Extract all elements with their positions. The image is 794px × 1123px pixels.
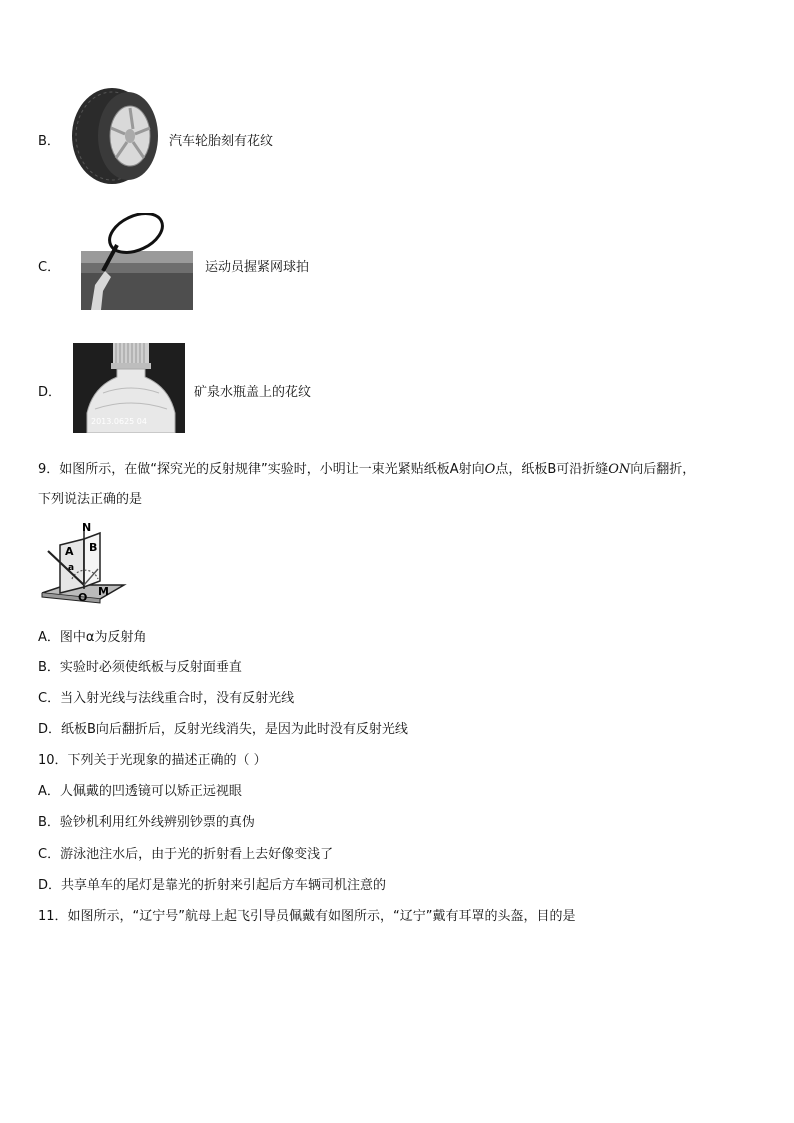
option-c-caption: 运动员握紧网球拍 <box>205 260 310 275</box>
option-b-letter: B． <box>38 134 60 149</box>
q9-stem-line1: 9．如图所示，在做“探究光的反射规律”实验时，小明让一束光紧贴纸板A射向O点，纸板B可沿折缝ON向后翻折， <box>38 462 696 477</box>
bottle-cap-image <box>73 343 185 433</box>
reflection-experiment-figure <box>38 521 128 607</box>
q10-option-b: B．验钞机利用红外线辨别钞票的真伪 <box>38 815 255 830</box>
q9-option-c: C．当入射光线与法线重合时，没有反射光线 <box>38 691 295 706</box>
q9-option-a: A．图中α为反射角 <box>38 630 147 645</box>
q9-option-d: D．纸板B向后翻折后，反射光线消失，是因为此时没有反射光线 <box>38 722 408 737</box>
option-b-caption: 汽车轮胎刻有花纹 <box>169 134 274 149</box>
tire-image <box>70 86 160 186</box>
q10-option-c: C．游泳池注水后，由于光的折射看上去好像变浅了 <box>38 847 334 862</box>
q10-option-d: D．共享单车的尾灯是靠光的折射来引起后方车辆司机注意的 <box>38 878 387 893</box>
figure-label-m: M <box>98 585 109 598</box>
q9-option-b: B．实验时必须使纸板与反射面垂直 <box>38 660 242 675</box>
option-d-letter: D． <box>38 385 62 400</box>
photo-date-stamp: 2013.0625 04 <box>91 417 147 426</box>
figure-label-b: B <box>89 541 98 554</box>
q10-stem: 10．下列关于光现象的描述正确的（ ） <box>38 753 267 768</box>
figure-label-n: N <box>82 521 92 534</box>
figure-label-alpha: a <box>68 563 75 573</box>
q11-stem: 11．如图所示，“辽宁号”航母上起飞引导员佩戴有如图所示，“辽宁”戴有耳罩的头盔，目的是 <box>38 909 576 924</box>
q10-option-a: A．人佩戴的凹透镜可以矫正远视眼 <box>38 784 242 799</box>
tennis-racket-image <box>81 213 193 310</box>
option-d-caption: 矿泉水瓶盖上的花纹 <box>194 385 312 400</box>
q9-stem-line2: 下列说法正确的是 <box>38 492 143 507</box>
option-c-letter: C． <box>38 260 61 275</box>
figure-label-a: A <box>65 545 74 558</box>
figure-label-o: O <box>78 591 88 604</box>
